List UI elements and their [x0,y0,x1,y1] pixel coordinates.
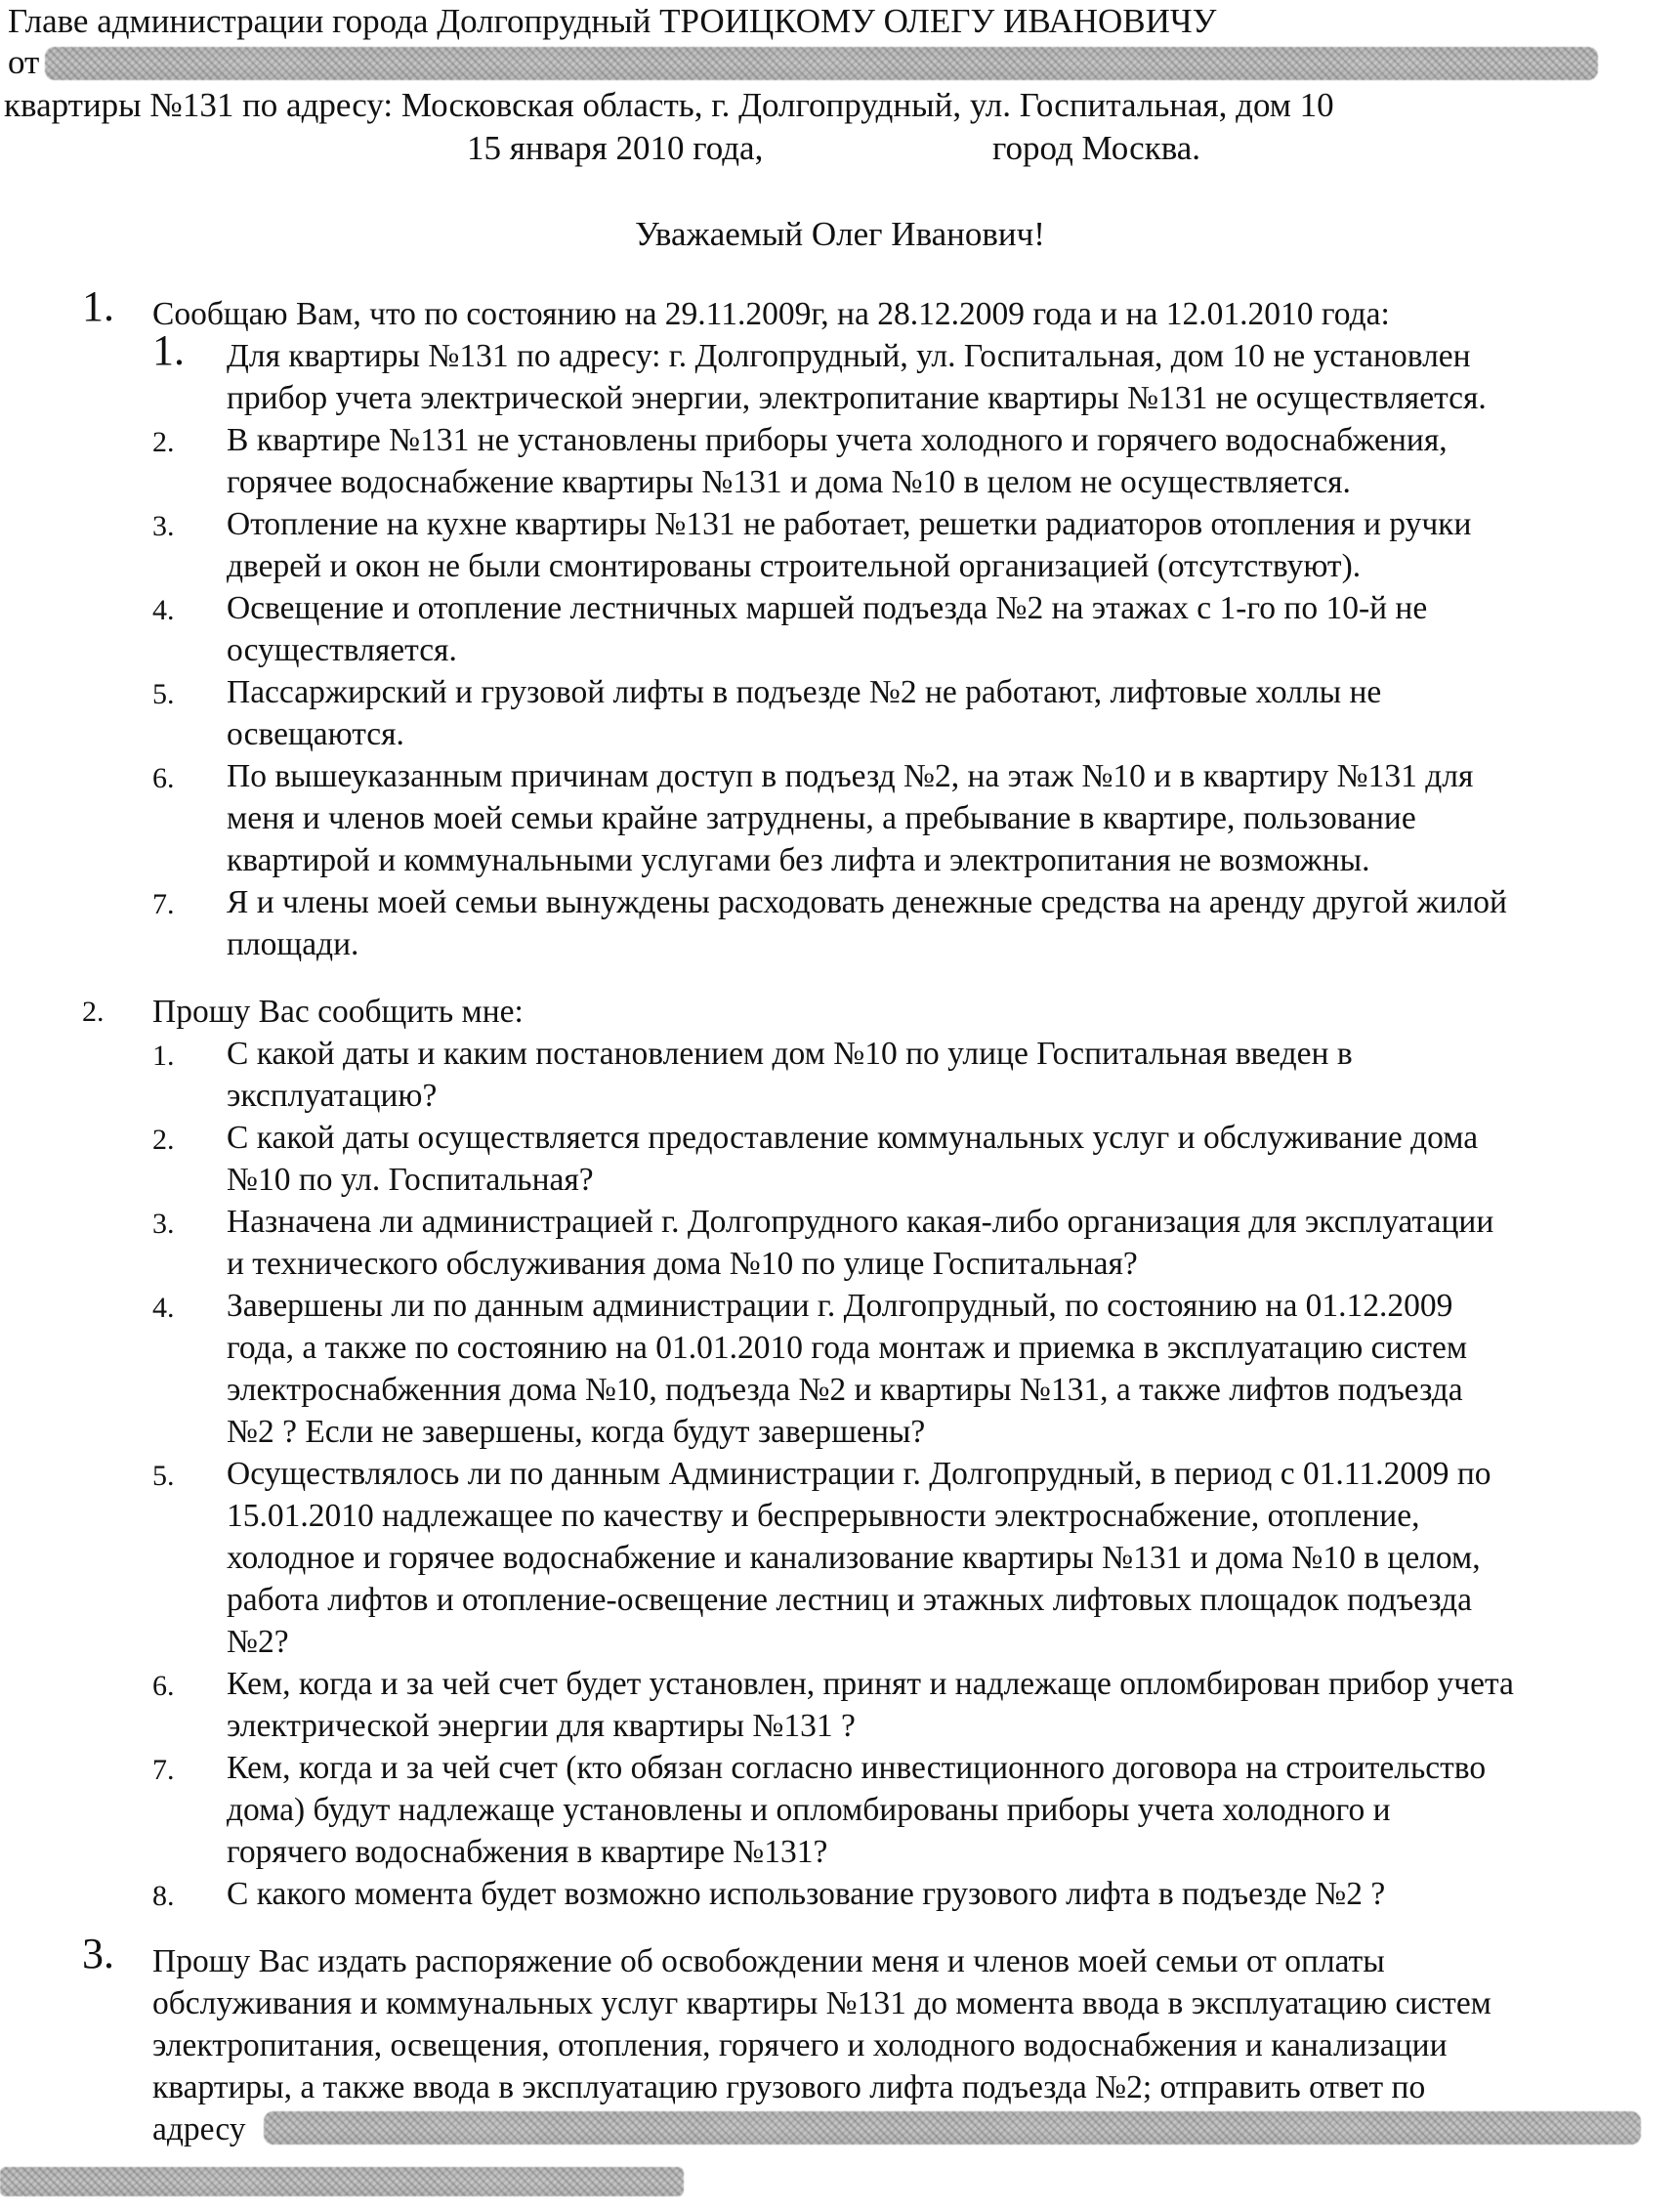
list-item-number: 7. [152,888,175,920]
list-item-text-line: №2 ? Если не завершены, когда будут завершены? [227,1414,926,1450]
list-item-text-line: меня и членов моей семьи крайне затруднены, а пребывание в квартире, пользование [227,800,1416,836]
list-item-text-line: дома) будут надлежаще установлены и опломбированы приборы учета холодного и [227,1792,1391,1828]
list-item-text-line: С какой даты осуществляется предоставление коммунальных услуг и обслуживание дома [227,1120,1479,1156]
list-item-number: 2. [152,1124,175,1156]
list-item-text-line: электрической энергии для квартиры №131 ? [227,1708,856,1744]
redacted-sender-name [45,47,1598,80]
list-item-text-line: №2? [227,1624,289,1660]
list-item-text-line: Для квартиры №131 по адресу: г. Долгопрудный, ул. Госпитальная, дом 10 не установлен [227,338,1471,374]
list-item-text-line: Осуществлялось ли по данным Администрации г. Долгопрудный, в период с 01.11.2009 по [227,1456,1491,1492]
list-item-text-line: квартирой и коммунальными услугами без лифта и электропитания не возможны. [227,842,1370,878]
list-item-text-line: Кем, когда и за чей счет будет установлен, принят и надлежаще опломбирован прибор учета [227,1666,1514,1702]
list-item-number: 4. [152,594,175,626]
from-label: от [8,43,40,81]
list-item-text-line: и технического обслуживания дома №10 по улице Госпитальная? [227,1246,1138,1282]
section-text-line: обслуживания и коммунальных услуг квартиры №131 до момента ввода в эксплуатацию систем [152,1985,1491,2021]
list-item-text-line: Пассаржирский и грузовой лифты в подъезде №2 не работают, лифтовые холлы не [227,674,1382,710]
list-item-text-line: горячего водоснабжения в квартире №131? [227,1834,828,1870]
section-text-line: квартиры, а также ввода в эксплуатацию грузового лифта подъезда №2; отправить ответ по [152,2069,1426,2105]
list-item-text-line: Кем, когда и за чей счет (кто обязан согласно инвестиционного договора на строительство [227,1750,1487,1786]
redacted-footer [0,2167,684,2196]
list-item-number: 7. [152,1754,175,1786]
list-item-text-line: Я и члены моей семьи вынуждены расходовать денежные средства на аренду другой жилой [227,884,1507,920]
list-item-number: 2. [152,426,175,458]
section-number: 1. [82,282,114,330]
list-item-number: 1. [152,1040,175,1072]
list-item-number: 3. [152,510,175,542]
list-item-text-line: работа лифтов и отопление-освещение лестниц и этажных лифтовых площадок подъезда [227,1582,1472,1618]
list-item-text-line: площади. [227,926,359,962]
list-item-number: 8. [152,1880,175,1912]
section-text-line: адресу [152,2111,246,2147]
greeting: Уважаемый Олег Иванович! [635,215,1045,253]
list-item-number: 4. [152,1292,175,1324]
letter-city: город Москва. [992,129,1201,167]
list-item-text-line: года, а также по состоянию на 01.01.2010 года монтаж и приемка в эксплуатацию систем [227,1330,1468,1366]
list-item-text-line: освещаются. [227,716,404,752]
section-text-line: Сообщаю Вам, что по состоянию на 29.11.2009г, на 28.12.2009 года и на 12.01.2010 года: [152,296,1390,332]
list-item-number: 5. [152,1460,175,1492]
redacted-reply-address [264,2111,1641,2145]
list-item-text-line: Освещение и отопление лестничных маршей подъезда №2 на этажах с 1-го по 10-й не [227,590,1428,626]
section-number: 2. [82,996,105,1028]
addressee-line: Главе администрации города Долгопрудный ТРОИЦКОМУ ОЛЕГУ ИВАНОВИЧУ [8,2,1217,40]
list-item-number: 1. [152,326,185,374]
list-item-number: 6. [152,762,175,794]
list-item-number: 3. [152,1208,175,1240]
list-item-text-line: прибор учета электрической энергии, электропитание квартиры №131 не осуществляется. [227,380,1487,416]
list-item-text-line: Назначена ли администрацией г. Долгопрудного какая-либо организация для эксплуатации [227,1204,1494,1240]
apartment-address-line: квартиры №131 по адресу: Московская область, г. Долгопрудный, ул. Госпитальная, дом 10 [4,86,1334,124]
section-text-line: Прошу Вас сообщить мне: [152,994,524,1030]
list-item-text-line: Отопление на кухне квартиры №131 не работает, решетки радиаторов отопления и ручки [227,506,1472,542]
list-item-text-line: горячее водоснабжение квартиры №131 и дома №10 в целом не осуществляется. [227,464,1351,500]
list-item-number: 6. [152,1670,175,1702]
section-number: 3. [82,1930,114,1977]
section-text-line: Прошу Вас издать распоряжение об освобождении меня и членов моей семьи от оплаты [152,1943,1385,1979]
list-item-number: 5. [152,678,175,710]
list-item-text-line: 15.01.2010 надлежащее по качеству и беспрерывности электроснабжение, отопление, [227,1498,1420,1534]
list-item-text-line: С какой даты и каким постановлением дом №10 по улице Госпитальная введен в [227,1036,1353,1072]
list-item-text-line: В квартире №131 не установлены приборы учета холодного и горячего водоснабжения, [227,422,1448,458]
list-item-text-line: холодное и горячее водоснабжение и канализование квартиры №131 и дома №10 в целом, [227,1540,1481,1576]
list-item-text-line: С какого момента будет возможно использование грузового лифта в подъезде №2 ? [227,1876,1386,1912]
list-item-text-line: дверей и окон не были смонтированы строительной организацией (отсутствуют). [227,548,1362,584]
list-item-text-line: осуществляется. [227,632,457,668]
list-item-text-line: эксплуатацию? [227,1078,438,1114]
section-text-line: электропитания, освещения, отопления, горячего и холодного водоснабжения и канализации [152,2027,1448,2063]
list-item-text-line: №10 по ул. Госпитальная? [227,1162,594,1198]
list-item-text-line: электроснабженния дома №10, подъезда №2 и квартиры №131, а также лифтов подъезда [227,1372,1463,1408]
letter-date: 15 января 2010 года, [467,129,764,167]
list-item-text-line: Завершены ли по данным администрации г. Долгопрудный, по состоянию на 01.12.2009 [227,1288,1453,1324]
list-item-text-line: По вышеуказанным причинам доступ в подъезд №2, на этаж №10 и в квартиру №131 для [227,758,1474,794]
